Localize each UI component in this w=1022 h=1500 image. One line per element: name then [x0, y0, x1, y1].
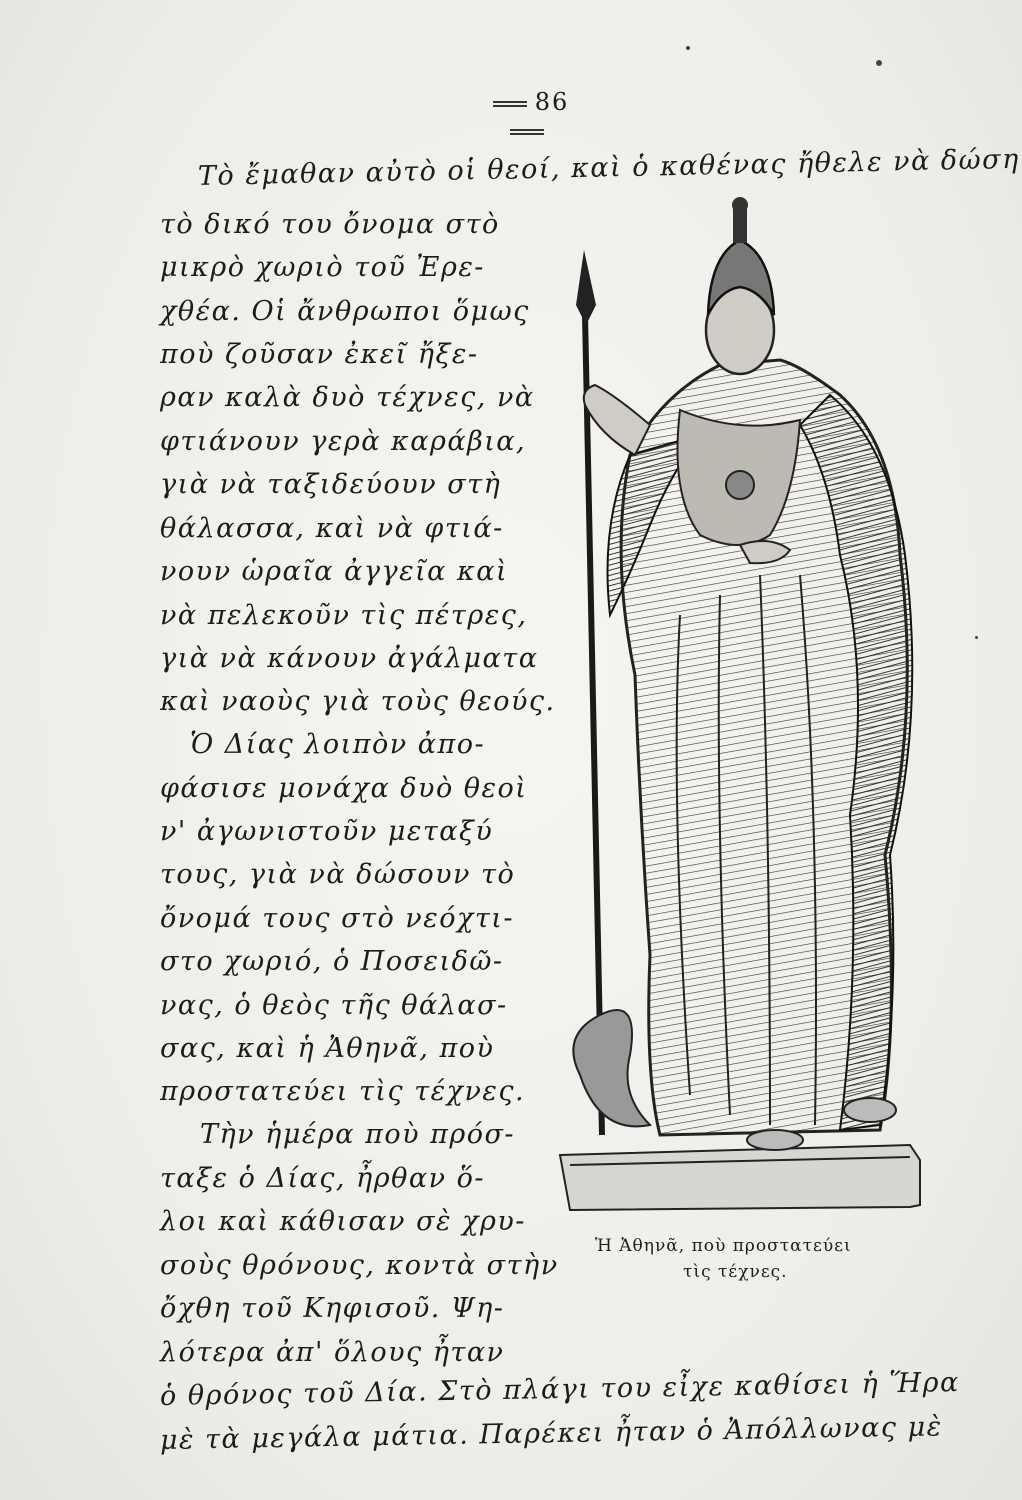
text-line: ὄνομά τους στὸ νεόχτι- [160, 903, 514, 934]
text-line: χθέα. Οἱ ἄνθρωποι ὅμως [160, 296, 530, 327]
text-line: λότερα ἀπ' ὅλους ἦταν [160, 1337, 505, 1368]
text-line: νουν ὡραῖα ἀγγεῖα καὶ [160, 556, 509, 587]
text-line: ὄχθη τοῦ Κηφισοῦ. Ψη- [160, 1293, 505, 1324]
text-line: προστατεύει τὶς τέχνες. [160, 1076, 526, 1107]
text-line: Τὴν ἡμέρα ποὺ πρόσ- [200, 1119, 516, 1150]
text-line: ταξε ὁ Δίας, ἦρθαν ὅ- [160, 1163, 485, 1194]
text-line: σοὺς θρόνους, κοντὰ στὴν [160, 1250, 559, 1281]
text-line: νας, ὁ θεὸς τῆς θάλασ- [160, 990, 508, 1021]
text-line: μὲ τὰ μεγάλα μάτια. Παρέκει ἦταν ὁ Ἀπόλλωνας μὲ [159, 1411, 943, 1456]
text-line: ὁ θρόνος τοῦ Δία. Στὸ πλάγι του εἶχε καθίσει ἡ Ἥρα [159, 1367, 961, 1412]
text-line: νὰ πελεκοῦν τὶς πέτρες, [160, 600, 528, 631]
athena-statue-illustration [540, 195, 940, 1220]
page-number [462, 88, 592, 144]
text-line: φάσισε μονάχα δυὸ θεοὶ [160, 773, 528, 804]
text-line: τους, γιὰ νὰ δώσουν τὸ [160, 859, 516, 890]
text-line: ποὺ ζοῦσαν ἐκεῖ ἤξε- [160, 339, 479, 370]
text-line: λοι καὶ κάθισαν σὲ χρυ- [160, 1206, 526, 1237]
figure-caption-line2: τὶς τέχνες. [683, 1262, 788, 1282]
text-line: Ὁ Δίας λοιπὸν ἀπο- [190, 729, 486, 760]
text-line: γιὰ νὰ ταξιδεύουν στὴ [160, 469, 502, 500]
print-speck [686, 46, 690, 50]
print-speck [876, 60, 882, 66]
text-line: ραν καλὰ δυὸ τέχνες, νὰ [160, 382, 535, 413]
print-speck [975, 636, 978, 639]
text-line: θάλασσα, καὶ νὰ φτιά- [160, 513, 504, 544]
text-line: φτιάνουν γερὰ καράβια, [160, 426, 527, 457]
page-number-rule-right [510, 129, 544, 135]
page-number-text: 86 [534, 88, 570, 116]
text-line: Τὸ ἔμαθαν αὐτὸ οἱ θεοί, καὶ ὁ καθένας ἤθελε νὰ δώση [197, 143, 1021, 192]
text-line: γιὰ νὰ κάνουν ἀγάλματα [160, 643, 539, 674]
text-line: καὶ ναοὺς γιὰ τοὺς θεούς. [160, 686, 556, 717]
figure-caption-line1: Ἡ Ἀθηνᾶ, ποὺ προστατεύει [595, 1236, 852, 1256]
page-number-rule-left [493, 101, 527, 107]
text-line: ν' ἀγωνιστοῦν μεταξύ [160, 816, 494, 847]
text-line: στο χωριό, ὁ Ποσειδῶ- [160, 946, 504, 977]
text-line: σας, καὶ ἡ Ἀθηνᾶ, ποὺ [160, 1033, 495, 1064]
text-line: μικρὸ χωριὸ τοῦ Ἐρε- [160, 252, 485, 283]
text-line: τὸ δικό του ὄνομα στὸ [160, 209, 500, 240]
